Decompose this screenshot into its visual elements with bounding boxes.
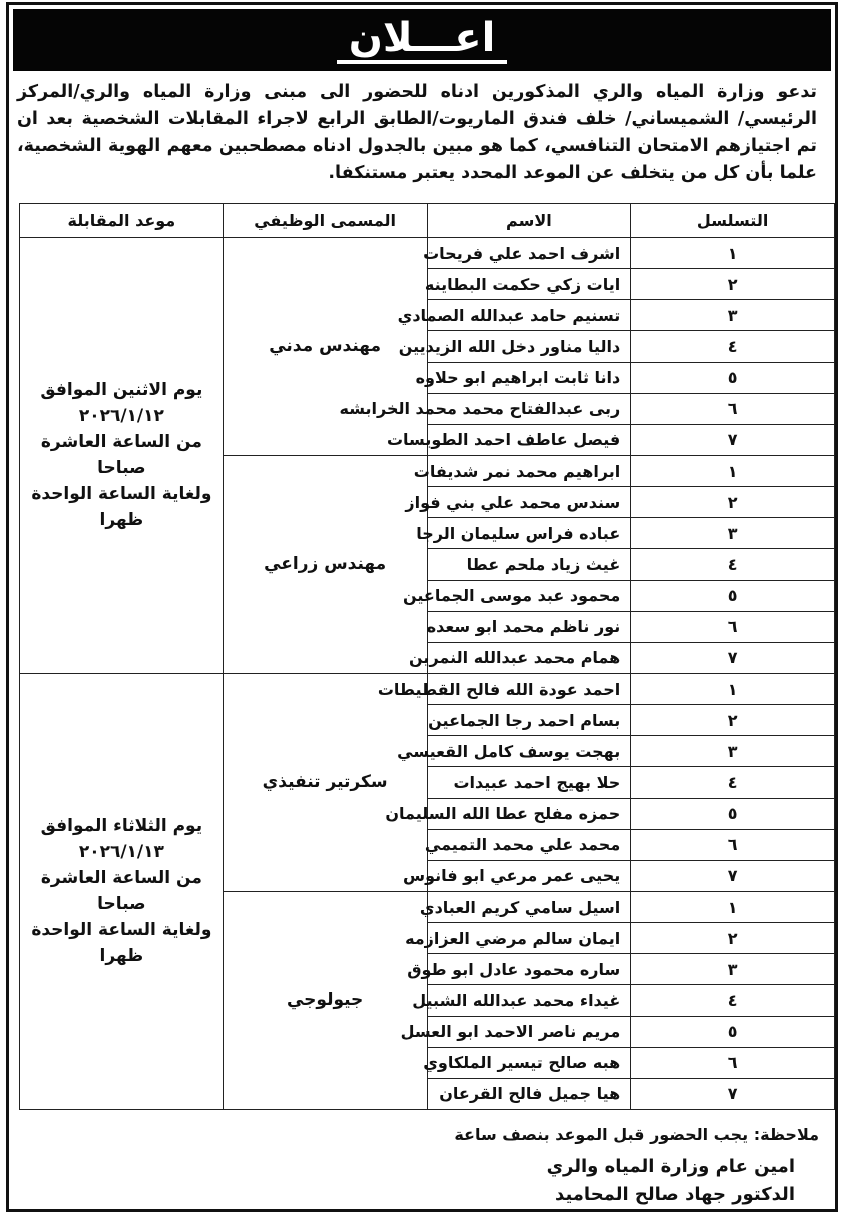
interview-date-cell — [20, 238, 224, 674]
name-cell: محمود عبد موسى الجماعين — [427, 580, 631, 611]
serial-cell: ٢ — [631, 705, 835, 736]
signature-name: الدكتور جهاد صالح المحاميد — [555, 1184, 795, 1205]
serial-cell: ٥ — [631, 798, 835, 829]
page-title: اعـــلان — [337, 16, 508, 64]
serial-cell: ٧ — [631, 1078, 835, 1109]
intro-paragraph: تدعو وزارة المياه والري المذكورين ادناه للحضور الى مبنى وزارة المياه والري/المركز الرئيسي/ الشميساني/ خلف فندق الماريوت/الطابق الرابع لاجراء المقابلات الشخصية بعد ان تم اجتيازهم الامتحان التنافسي، كما هو مبين بالجدول ادناه مصطحبين معهم الهوية الشخصية، علما بأن كل من يتخلف عن الموعد المحدد يعتبر مستنكفا. — [17, 82, 817, 183]
name-cell: دانا ثابت ابراهيم ابو حلاوه — [427, 362, 631, 393]
name-cell: ايات زكي حكمت البطاينه — [427, 269, 631, 300]
serial-cell: ١ — [631, 455, 835, 486]
name-cell: اشرف احمد علي فريحات — [427, 238, 631, 269]
job-title-cell: مهندس زراعي — [223, 455, 427, 673]
name-cell: ايمان سالم مرضي العزازمه — [427, 923, 631, 954]
date-line: صباحا — [97, 894, 146, 915]
name-cell: نور ناظم محمد ابو سعده — [427, 611, 631, 642]
name-cell: ساره محمود عادل ابو طوق — [427, 954, 631, 985]
serial-cell: ٤ — [631, 767, 835, 798]
name-cell: حمزه مفلح عطا الله السليمان — [427, 798, 631, 829]
date-line: يوم الاثنين الموافق — [40, 380, 203, 401]
date-line: ٢٠٢٦/١/١٣ — [78, 842, 164, 863]
date-line: ظهرا — [99, 946, 144, 967]
serial-cell: ٣ — [631, 300, 835, 331]
header-date: موعد المقابلة — [20, 204, 224, 238]
announcement-frame — [6, 2, 838, 1212]
serial-cell: ٥ — [631, 362, 835, 393]
table-row — [20, 673, 835, 704]
date-line: صباحا — [97, 458, 146, 479]
note-text: ملاحظة: يجب الحضور قبل الموعد بنصف ساعة — [454, 1125, 819, 1144]
name-cell: سندس محمد علي بني فواز — [427, 487, 631, 518]
serial-cell: ٢ — [631, 269, 835, 300]
date-line: من الساعة العاشرة — [40, 868, 202, 889]
name-cell: همام محمد عبدالله النمرين — [427, 642, 631, 673]
name-cell: فيصل عاطف احمد الطويسات — [427, 424, 631, 455]
title-banner — [13, 9, 831, 71]
name-cell: مريم ناصر الاحمد ابو العسل — [427, 1016, 631, 1047]
name-cell: غيث زياد ملحم عطا — [427, 549, 631, 580]
name-cell: هيا جميل فالح القرعان — [427, 1078, 631, 1109]
name-cell: تسنيم حامد عبدالله الصمادي — [427, 300, 631, 331]
serial-cell: ٣ — [631, 954, 835, 985]
serial-cell: ٣ — [631, 518, 835, 549]
date-line: ولغاية الساعة الواحدة — [31, 920, 212, 941]
serial-cell: ٦ — [631, 611, 835, 642]
name-cell: غيداء محمد عبدالله الشبيل — [427, 985, 631, 1016]
serial-cell: ٦ — [631, 1047, 835, 1078]
header-job: المسمى الوظيفي — [223, 204, 427, 238]
name-cell: هبه صالح تيسير الملكاوي — [427, 1047, 631, 1078]
signature-block — [547, 1153, 795, 1209]
serial-cell: ٦ — [631, 829, 835, 860]
name-cell: يحيى عمر مرعي ابو فانوس — [427, 860, 631, 891]
header-serial: التسلسل — [631, 204, 835, 238]
name-cell: عباده فراس سليمان الرجا — [427, 518, 631, 549]
serial-cell: ١ — [631, 238, 835, 269]
name-cell: بسام احمد رجا الجماعين — [427, 705, 631, 736]
name-cell: محمد علي محمد التميمي — [427, 829, 631, 860]
interview-date-cell — [20, 673, 224, 1109]
name-cell: اسيل سامي كريم العبادي — [427, 891, 631, 922]
date-line: ظهرا — [99, 510, 144, 531]
serial-cell: ٧ — [631, 642, 835, 673]
table-header-row — [20, 204, 835, 238]
name-cell: احمد عودة الله فالح القطيطات — [427, 673, 631, 704]
date-line: ٢٠٢٦/١/١٢ — [78, 406, 164, 427]
header-name: الاسم — [427, 204, 631, 238]
table-row — [20, 238, 835, 269]
serial-cell: ٤ — [631, 985, 835, 1016]
name-cell: ابراهيم محمد نمر شديفات — [427, 455, 631, 486]
interviews-table — [19, 203, 835, 1110]
serial-cell: ١ — [631, 673, 835, 704]
serial-cell: ٤ — [631, 331, 835, 362]
serial-cell: ٥ — [631, 1016, 835, 1047]
serial-cell: ٢ — [631, 487, 835, 518]
name-cell: ربى عبدالفتاح محمد محمد الخرابشه — [427, 393, 631, 424]
serial-cell: ٥ — [631, 580, 835, 611]
serial-cell: ٧ — [631, 860, 835, 891]
serial-cell: ٤ — [631, 549, 835, 580]
serial-cell: ١ — [631, 891, 835, 922]
signature-title: امين عام وزارة المياه والري — [546, 1156, 795, 1177]
date-line: من الساعة العاشرة — [40, 432, 202, 453]
job-title-cell: مهندس مدني — [223, 238, 427, 456]
serial-cell: ٧ — [631, 424, 835, 455]
date-line: ولغاية الساعة الواحدة — [31, 484, 212, 505]
job-title-cell: سكرتير تنفيذي — [223, 673, 427, 891]
serial-cell: ٣ — [631, 736, 835, 767]
name-cell: داليا مناور دخل الله الزيديين — [427, 331, 631, 362]
job-title-cell: جيولوجي — [223, 891, 427, 1109]
name-cell: بهجت يوسف كامل القعيسي — [427, 736, 631, 767]
serial-cell: ٦ — [631, 393, 835, 424]
name-cell: حلا بهيج احمد عبيدات — [427, 767, 631, 798]
date-line: يوم الثلاثاء الموافق — [40, 816, 203, 837]
serial-cell: ٢ — [631, 923, 835, 954]
